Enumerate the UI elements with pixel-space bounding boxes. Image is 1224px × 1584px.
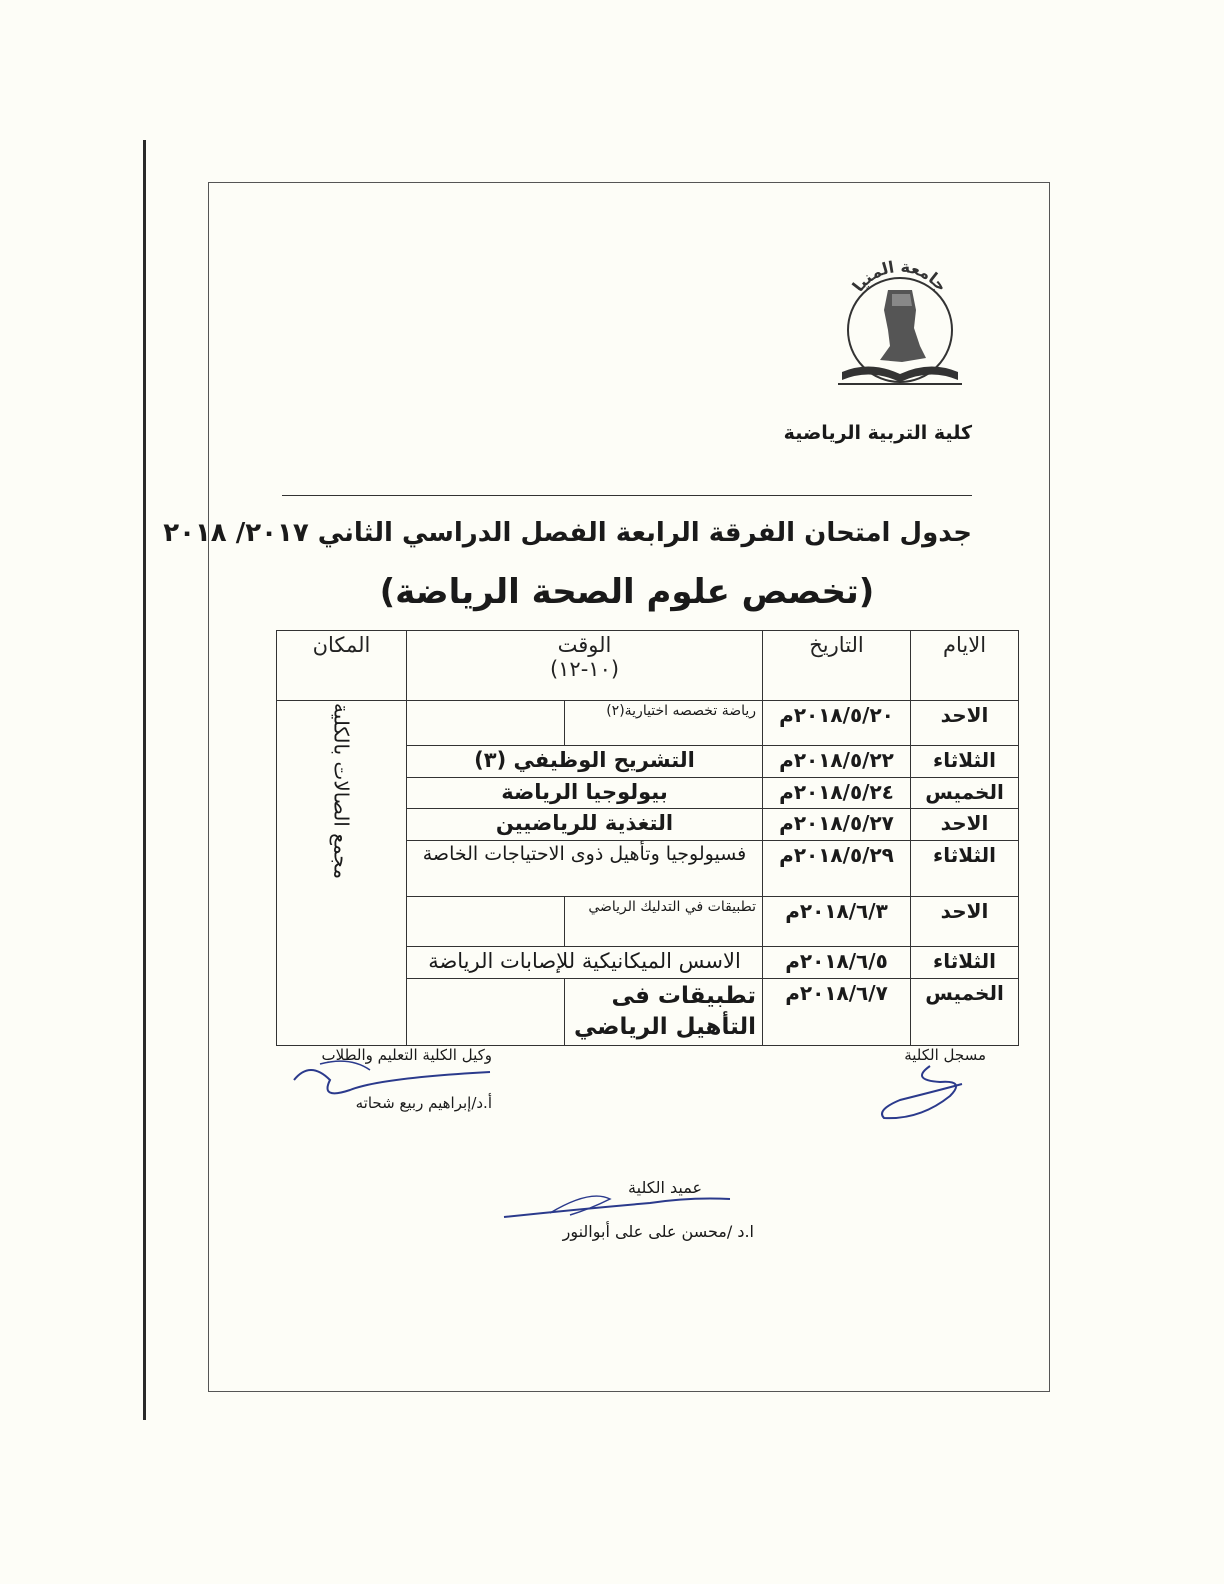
header-place: المكان <box>277 631 407 701</box>
row-day: الثلاثاء <box>911 947 1019 979</box>
row-day: الاحد <box>911 809 1019 841</box>
empty-cell <box>407 897 565 947</box>
row-subject: تطبيقات فى التأهيل الرياضي <box>565 979 763 1046</box>
dean-signature <box>500 1185 740 1225</box>
document-subtitle: (تخصص علوم الصحة الرياضة) <box>379 572 875 612</box>
svg-text:جامعة المنيا: جامعة المنيا <box>848 256 952 296</box>
header-time-label: الوقت <box>557 633 612 657</box>
row-date: ٢٠١٨/٥/٢٢م <box>763 746 911 778</box>
row-day: الاحد <box>911 897 1019 947</box>
exam-schedule-table <box>276 630 1019 1046</box>
exam-place: مجمع الصالات بالكلية <box>329 703 354 880</box>
registrar-signature <box>870 1060 980 1130</box>
empty-cell <box>407 701 565 746</box>
row-date: ٢٠١٨/٥/٢٤م <box>763 778 911 809</box>
row-date: ٢٠١٨/٥/٢٧م <box>763 809 911 841</box>
row-date: ٢٠١٨/٥/٢٠م <box>763 701 911 746</box>
page-edge-line <box>143 140 146 1420</box>
college-name: كلية التربية الرياضية <box>783 422 972 444</box>
empty-cell <box>407 979 565 1046</box>
row-subject: بيولوجيا الرياضة <box>407 778 763 809</box>
row-subject: تطبيقات في التدليك الرياضي <box>565 897 763 947</box>
document-title: جدول امتحان الفرقة الرابعة الفصل الدراسي الثاني ٢٠١٧/ ٢٠١٨ <box>163 518 972 548</box>
row-date: ٢٠١٨/٥/٢٩م <box>763 841 911 897</box>
table-row <box>277 701 1019 746</box>
table-header-row <box>277 631 1019 701</box>
row-day: الخميس <box>911 979 1019 1046</box>
header-time-range: (١٠-١٢) <box>549 657 620 681</box>
row-subject: التشريح الوظيفي (٣) <box>407 746 763 778</box>
row-subject: فسيولوجيا وتأهيل ذوى الاحتياجات الخاصة <box>407 841 763 897</box>
row-subject: التغذية للرياضيين <box>407 809 763 841</box>
header-divider <box>282 495 972 496</box>
row-date: ٢٠١٨/٦/٧م <box>763 979 911 1046</box>
registrar-title: مسجل الكلية <box>904 1046 986 1064</box>
row-subject: الاسس الميكانيكية للإصابات الرياضة <box>407 947 763 979</box>
exam-place-cell <box>277 701 407 1046</box>
header-time <box>407 631 763 701</box>
row-subject: رياضة تخصصه اختيارية(٢) <box>565 701 763 746</box>
row-date: ٢٠١٨/٦/٣م <box>763 897 911 947</box>
dean-title: عميد الكلية <box>628 1178 702 1197</box>
vice-dean-title: وكيل الكلية التعليم والطلاب <box>321 1046 492 1064</box>
header-day: الايام <box>911 631 1019 701</box>
row-day: الخميس <box>911 778 1019 809</box>
row-day: الثلاثاء <box>911 841 1019 897</box>
vice-dean-name: أ.د/إبراهيم ربيع شحاته <box>355 1094 492 1112</box>
row-day: الثلاثاء <box>911 746 1019 778</box>
row-date: ٢٠١٨/٦/٥م <box>763 947 911 979</box>
row-day: الاحد <box>911 701 1019 746</box>
university-logo <box>830 250 970 400</box>
dean-name: ا.د /محسن على على أبوالنور <box>562 1222 754 1241</box>
header-date: التاريخ <box>763 631 911 701</box>
